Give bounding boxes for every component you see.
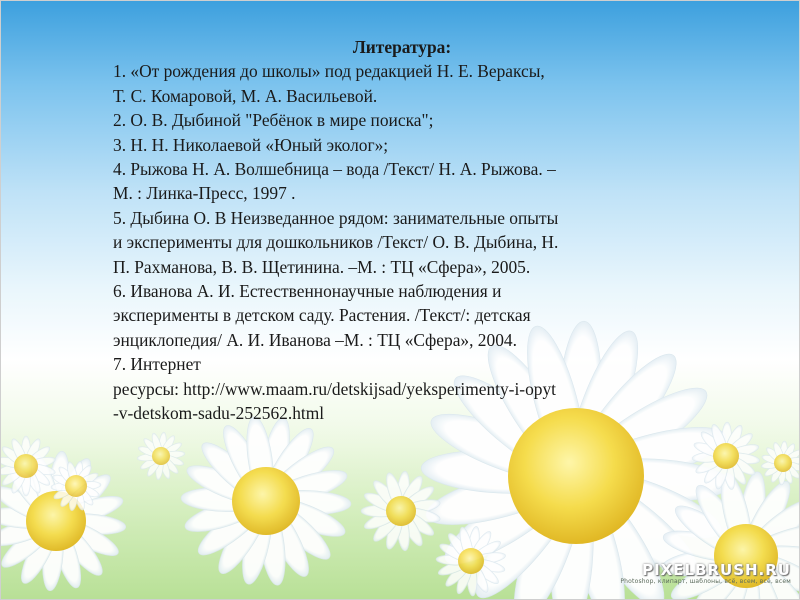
bibliography-line: 3. Н. Н. Николаевой «Юный эколог»; bbox=[113, 134, 389, 155]
bibliography-line: энциклопедия/ А. И. Иванова –М. : ТЦ «Сфера», 2004. bbox=[113, 329, 517, 350]
bibliography-line: эксперименты в детском саду. Растения. /Текст/: детская bbox=[113, 305, 531, 326]
daisy-center bbox=[14, 454, 38, 478]
bibliography-line: 5. Дыбина О. В Неизведанное рядом: занимательные опыты bbox=[113, 207, 559, 228]
bibliography-line: 4. Рыжова Н. А. Волшебница – вода /Текст/ Н. А. Рыжова. – bbox=[113, 159, 556, 180]
bibliography-line: -v-detskom-sadu-252562.html bbox=[113, 403, 325, 424]
watermark-tagline: Photoshop, клипарт, шаблоны, всё, всем, всё, всем bbox=[620, 578, 791, 585]
bibliography-line: Т. С. Комаровой, М. А. Васильевой. bbox=[113, 85, 378, 106]
pixelbrush-watermark bbox=[620, 561, 791, 585]
bibliography-heading: Литература: bbox=[352, 37, 452, 57]
daisy-center bbox=[152, 447, 170, 465]
bibliography-line: 7. Интернет bbox=[113, 354, 201, 375]
watermark-brand: PIXELBRUSH.RU bbox=[642, 561, 791, 579]
bibliography-line: П. Рахманова, В. В. Щетинина. –М. : ТЦ «Сфера», 2005. bbox=[113, 256, 531, 277]
daisy-center bbox=[713, 443, 739, 469]
bibliography-text bbox=[113, 35, 691, 426]
bibliography-line: ресурсы: http://www.maam.ru/detskijsad/yeksperimenty-i-opyt bbox=[113, 378, 557, 399]
daisy-center bbox=[65, 475, 87, 497]
daisy-center bbox=[232, 467, 300, 535]
daisy-center bbox=[774, 454, 792, 472]
bibliography-line: 2. О. В. Дыбиной "Ребёнок в мире поиска"; bbox=[113, 110, 434, 131]
bibliography-line: М. : Линка-Пресс, 1997 . bbox=[113, 183, 296, 204]
daisy-center bbox=[508, 408, 644, 544]
bibliography-line: и эксперименты для дошкольников /Текст/ О. В. Дыбина, Н. bbox=[113, 232, 559, 253]
bibliography-line: 6. Иванова А. И. Естественнонаучные наблюдения и bbox=[113, 281, 502, 302]
daisy-center bbox=[458, 548, 484, 574]
daisy-center bbox=[386, 496, 416, 526]
bibliography-line: 1. «От рождения до школы» под редакцией Н. Е. Вераксы, bbox=[113, 61, 545, 82]
